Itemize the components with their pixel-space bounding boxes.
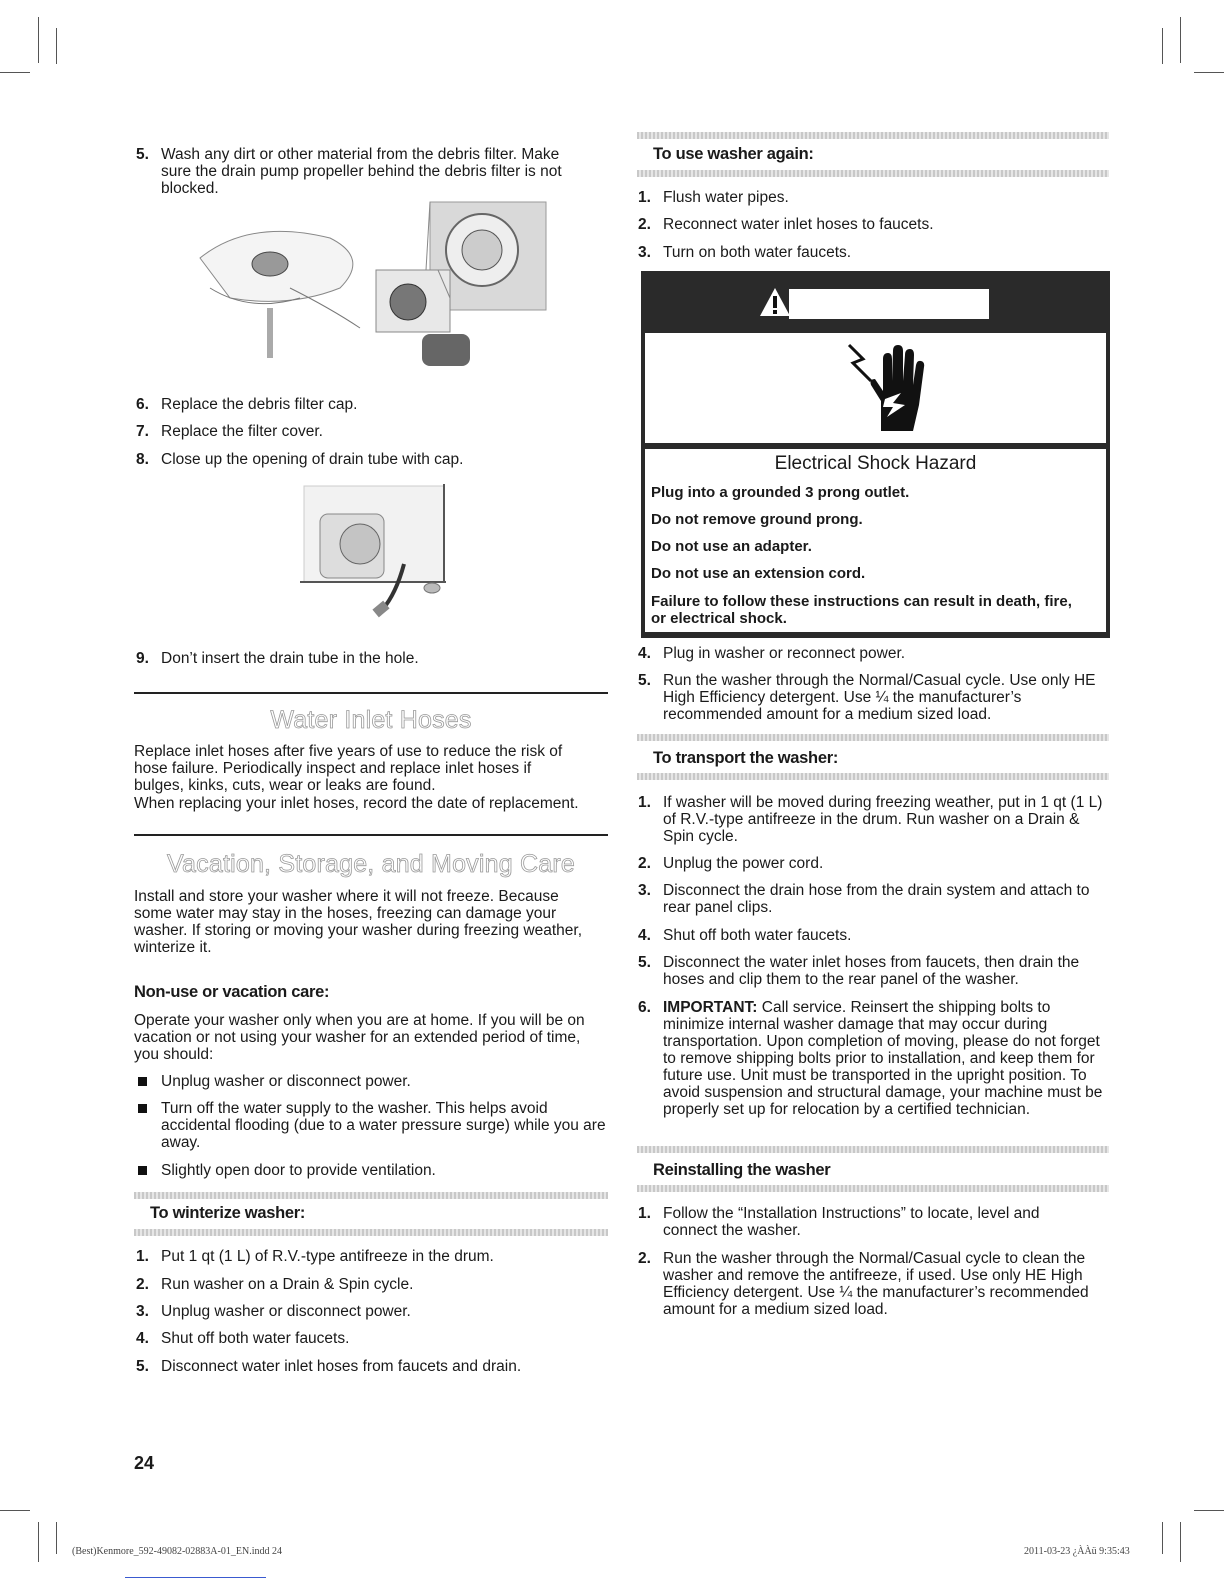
step-text: Run washer on a Drain & Spin cycle. — [161, 1276, 414, 1293]
step-text: Run the washer through the Normal/Casual cycle to clean the washer and remove the antifreeze, if used. Use only HE High Efficiency detergent. Use ¼ the manufacturer’s recommended amount for a medium sized load. — [663, 1250, 1089, 1318]
heading-bar — [637, 1146, 1109, 1153]
step-number: 2. — [136, 1276, 149, 1293]
vacation-body: Install and store your washer where it will not freeze. Because some water may stay in the hoses, freezing can damage your washer. If storing or moving your washer during freezing weather, winterize it. — [134, 888, 583, 956]
bullet-square — [138, 1077, 147, 1086]
step-number: 8. — [136, 451, 149, 468]
section-title-vacation: Vacation, Storage, and Moving Care — [167, 850, 575, 878]
crop-mark — [38, 17, 39, 63]
important-text: Call service. Reinsert the shipping bolts to minimize internal washer damage that may occur during transportation. Upon completion of moving, please do not forget to remove shipping bolts prior to installation, and keep them for future use. Unit must be transported in the upright position. To avoid suspension and structural damage, your machine must be properly set up for relocation by a certified technician. — [663, 999, 1103, 1118]
step-text: Plug in washer or reconnect power. — [663, 645, 906, 662]
important-label: IMPORTANT: — [663, 999, 758, 1016]
transport-heading: To transport the washer: — [653, 749, 839, 767]
heading-bar — [637, 734, 1109, 741]
crop-mark — [0, 1510, 30, 1511]
drain-cap-illustration — [296, 484, 452, 622]
step-text: If washer will be moved during freezing weather, put in 1 qt (1 L) of R.V.-type antifreeze in the drum. Run washer on a Drain & Spin cycle. — [663, 794, 1103, 845]
section-title-water-inlet: Water Inlet Hoses — [270, 706, 472, 734]
page-bottom-line — [125, 1577, 266, 1578]
heading-bar — [637, 170, 1109, 177]
crop-mark — [56, 28, 57, 64]
crop-mark — [1162, 1522, 1163, 1554]
crop-mark — [1194, 1510, 1224, 1511]
page-number: 24 — [134, 1453, 155, 1473]
step-text: Disconnect the water inlet hoses from faucets, then drain the hoses and clip them to the rear panel of the washer. — [663, 954, 1080, 988]
footer-timestamp: 2011-03-23 ¿ÀÀü 9:35:43 — [1024, 1546, 1130, 1557]
warning-line: Do not use an extension cord. — [651, 565, 866, 582]
warning-line: Failure to follow these instructions can result in death, fire, or electrical shock. — [651, 593, 1072, 627]
step-text: Wash any dirt or other material from the debris filter. Make sure the drain pump propeller behind the debris filter is not blocked. — [161, 146, 562, 197]
heading-bar — [134, 1192, 608, 1199]
step-number: 1. — [638, 189, 651, 206]
bullet-text: Slightly open door to provide ventilation. — [161, 1162, 436, 1179]
debris-filter-illustration — [190, 198, 550, 370]
step-text: Follow the “Installation Instructions” to locate, level and connect the washer. — [663, 1205, 1040, 1239]
step-text: Reconnect water inlet hoses to faucets. — [663, 216, 934, 233]
electric-shock-hand-icon — [841, 341, 931, 437]
step-text: Replace the debris filter cap. — [161, 396, 358, 413]
step-number: 7. — [136, 423, 149, 440]
step-text: Shut off both water faucets. — [663, 927, 852, 944]
step-number: 4. — [638, 927, 651, 944]
step-number: 6. — [136, 396, 149, 413]
crop-mark — [0, 72, 30, 73]
step-number: 2. — [638, 1250, 651, 1267]
step-text: Put 1 qt (1 L) of R.V.-type antifreeze in the drum. — [161, 1248, 494, 1265]
warning-text-panel — [645, 449, 1106, 632]
water-inlet-body-2: When replacing your inlet hoses, record the date of replacement. — [134, 795, 579, 812]
nonuse-heading: Non-use or vacation care: — [134, 983, 330, 1001]
crop-mark — [1162, 28, 1163, 64]
warning-header-label — [789, 289, 989, 319]
step-number: 4. — [136, 1330, 149, 1347]
step-text: Don’t insert the drain tube in the hole. — [161, 650, 419, 667]
step-number: 1. — [638, 1205, 651, 1222]
step-number: 1. — [136, 1248, 149, 1265]
winterize-heading: To winterize washer: — [150, 1204, 306, 1222]
step-text: Unplug the power cord. — [663, 855, 824, 872]
step-number: 3. — [638, 244, 651, 261]
section-rule — [134, 834, 608, 836]
warning-line: Do not remove ground prong. — [651, 511, 863, 528]
heading-bar — [637, 132, 1109, 139]
step-number: 2. — [638, 216, 651, 233]
step-number: 3. — [638, 882, 651, 899]
step-number: 4. — [638, 645, 651, 662]
crop-mark — [56, 1522, 57, 1554]
warning-icon-panel — [645, 333, 1106, 443]
step-text: Close up the opening of drain tube with cap. — [161, 451, 464, 468]
step-number: 5. — [638, 672, 651, 689]
footer-filename: (Best)Kenmore_592-49082-02883A-01_EN.indd 24 — [72, 1546, 282, 1557]
warning-box — [641, 271, 1110, 638]
step-text: Run the washer through the Normal/Casual cycle. Use only HE High Efficiency detergent. Use ¼ the manufacturer’s recommended amount for a medium sized load. — [663, 672, 1096, 723]
crop-mark — [1180, 17, 1181, 63]
warning-line: Plug into a grounded 3 prong outlet. — [651, 484, 910, 501]
warning-title: Electrical Shock Hazard — [774, 453, 977, 474]
bullet-text: Unplug washer or disconnect power. — [161, 1073, 411, 1090]
bullet-square — [138, 1104, 147, 1113]
step-text: Disconnect the drain hose from the drain system and attach to rear panel clips. — [663, 882, 1090, 916]
step-number: 1. — [638, 794, 651, 811]
heading-bar — [637, 1185, 1109, 1192]
step-text: Unplug washer or disconnect power. — [161, 1303, 411, 1320]
step-text: Replace the filter cover. — [161, 423, 323, 440]
use-again-heading: To use washer again: — [653, 145, 814, 163]
heading-bar — [134, 1229, 608, 1236]
step-number: 2. — [638, 855, 651, 872]
step-number: 5. — [136, 1358, 149, 1375]
heading-bar — [637, 773, 1109, 780]
step-text: Disconnect water inlet hoses from faucets and drain. — [161, 1358, 522, 1375]
water-inlet-body: Replace inlet hoses after five years of use to reduce the risk of hose failure. Periodically inspect and replace inlet hoses if bulges, kinks, cuts, wear or leaks are found. — [134, 743, 563, 794]
crop-mark — [38, 1522, 39, 1562]
bullet-text: Turn off the water supply to the washer. This helps avoid accidental flooding (due to a water pressure surge) while you are away. — [161, 1100, 606, 1151]
warning-line: Do not use an adapter. — [651, 538, 812, 555]
step-text: Turn on both water faucets. — [663, 244, 852, 261]
crop-mark — [1180, 1522, 1181, 1562]
crop-mark — [1194, 72, 1224, 73]
bullet-square — [138, 1166, 147, 1175]
section-rule — [134, 692, 608, 694]
step-number: 6. — [638, 999, 651, 1016]
step-number: 3. — [136, 1303, 149, 1320]
warning-triangle-icon — [759, 287, 791, 317]
step-text — [663, 999, 1103, 1118]
step-number: 5. — [638, 954, 651, 971]
step-number: 5. — [136, 146, 149, 163]
reinstall-heading: Reinstalling the washer — [653, 1161, 831, 1179]
step-number: 9. — [136, 650, 149, 667]
step-text: Shut off both water faucets. — [161, 1330, 350, 1347]
nonuse-body: Operate your washer only when you are at home. If you will be on vacation or not using your washer for an extended period of time, you should: — [134, 1012, 585, 1063]
step-text: Flush water pipes. — [663, 189, 789, 206]
